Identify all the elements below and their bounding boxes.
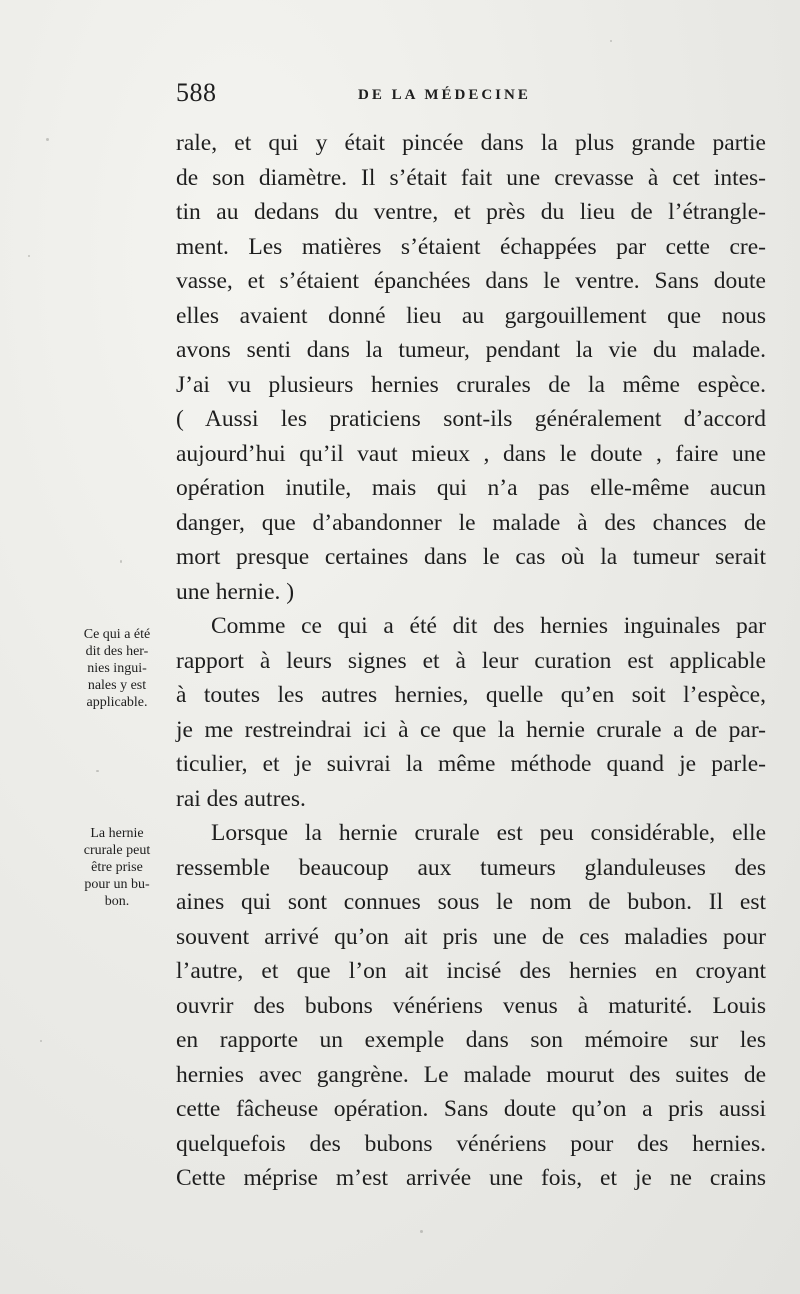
margin-note-line: nales y est — [87, 678, 147, 693]
text-line: Comme ce qui a été dit des hernies inguinales par — [211, 613, 766, 639]
margin-note-line: crurale peut — [83, 843, 151, 858]
text-line: avons senti dans la tumeur, pendant la vie du malade. — [176, 337, 766, 363]
text-line: hernies avec gangrène. Le malade mourut des suites de — [176, 1061, 766, 1088]
text-line: Cette méprise m’est arrivée une fois, et je ne crains — [176, 1165, 766, 1191]
text-line: en rapporte un exemple dans son mémoire sur les — [176, 1027, 766, 1053]
margin-note — [62, 626, 172, 711]
paper-speck — [40, 1040, 42, 1042]
paper-speck — [96, 770, 99, 772]
text-line: à toutes les autres hernies, quelle qu’en soit l’espèce, — [176, 682, 766, 708]
text-line: rale, et qui y était pincée dans la plus grande partie — [176, 130, 766, 156]
paper-speck — [610, 40, 612, 42]
text-line: l’autre, et que l’on ait incisé des hernies en croyant — [176, 958, 766, 984]
paper-speck — [46, 138, 49, 141]
text-line: ressemble beaucoup aux tumeurs glanduleuses des — [176, 854, 766, 881]
text-line: vasse, et s’étaient épanchées dans le ventre. Sans doute — [176, 268, 766, 294]
text-line: de son diamètre. Il s’était fait une crevasse à cet intes- — [176, 164, 766, 191]
margin-note-line: nies ingui- — [87, 661, 147, 676]
text-line: rai des autres. — [176, 785, 306, 812]
text-line: danger, que d’abandonner le malade à des chances de — [176, 509, 766, 536]
text-line: rapport à leurs signes et à leur curation est applicable — [176, 647, 766, 674]
text-line: ouvrir des bubons vénériens venus à maturité. Louis — [176, 992, 766, 1019]
margin-note-line: dit des her- — [85, 644, 149, 659]
text-line: cette fâcheuse opération. Sans doute qu’on a pris aussi — [176, 1096, 766, 1122]
text-line: aines qui sont connues sous le nom de bubon. Il est — [176, 889, 766, 915]
margin-note-line: Ce qui a été — [83, 627, 151, 642]
margin-note — [62, 825, 172, 910]
text-line: une hernie. ) — [176, 578, 295, 605]
text-line: Lorsque la hernie crurale est peu considérable, elle — [211, 820, 766, 846]
text-line: mort presque certaines dans le cas où la tumeur serait — [176, 544, 766, 570]
text-line: aujourd’hui qu’il vaut mieux , dans le doute , faire une — [176, 440, 766, 467]
text-line: J’ai vu plusieurs hernies crurales de la même espèce. — [176, 371, 766, 398]
text-line: opération inutile, mais qui n’a pas elle-même aucun — [176, 475, 766, 501]
text-line: tin au dedans du ventre, et près du lieu de l’étrangle- — [176, 199, 766, 225]
margin-note-line: être prise — [91, 860, 143, 875]
paper-speck — [420, 1230, 423, 1233]
text-line: ment. Les matières s’étaient échappées par cette cre- — [176, 233, 766, 260]
paper-speck — [28, 255, 30, 257]
text-line: quelquefois des bubons vénériens pour des hernies. — [176, 1130, 766, 1157]
text-line: ( Aussi les praticiens sont-ils généralement d’accord — [176, 406, 766, 432]
margin-note-line: bon. — [104, 894, 130, 909]
margin-note-line: applicable. — [86, 695, 148, 710]
text-line: elles avaient donné lieu au gargouillement que nous — [176, 302, 766, 329]
margin-note-line: pour un bu- — [84, 877, 150, 892]
paper-speck — [120, 560, 122, 563]
page-header — [176, 78, 771, 118]
running-head: DE LA MÉDECINE — [358, 87, 531, 103]
text-line: je me restreindrai ici à ce que la hernie crurale a de par- — [176, 716, 766, 743]
text-line: souvent arrivé qu’on ait pris une de ces maladies pour — [176, 923, 766, 950]
margin-note-line: La hernie — [90, 826, 144, 841]
text-line: ticulier, et je suivrai la même méthode quand je parle- — [176, 751, 766, 777]
page-number: 588 — [176, 78, 217, 107]
